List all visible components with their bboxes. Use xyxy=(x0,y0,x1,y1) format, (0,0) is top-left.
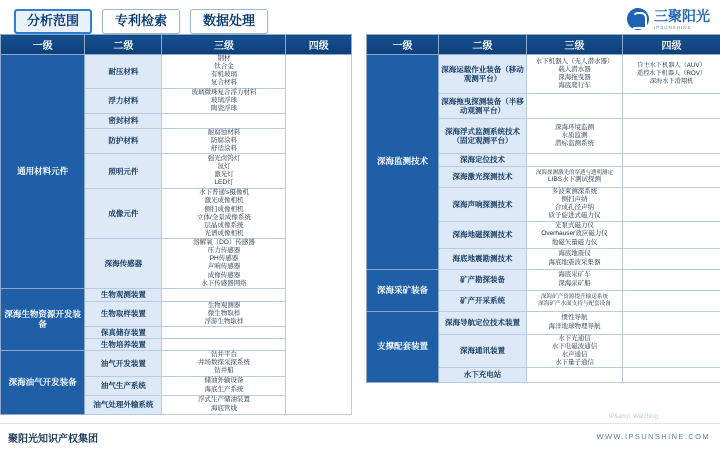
cell-lv2[interactable]: 深海导航定位技术装置 xyxy=(439,311,527,334)
cell-lv4 xyxy=(623,269,720,290)
lv3-item: 载人潜水器 xyxy=(558,65,591,73)
cell-lv3[interactable] xyxy=(162,376,286,395)
cell-lv3 xyxy=(162,288,286,301)
cell-lv3[interactable] xyxy=(162,154,286,189)
lv3-item: 水下电磁波通信 xyxy=(551,342,598,350)
cell-lv2[interactable]: 生物取样装置 xyxy=(85,301,162,326)
top-tab-bar xyxy=(14,9,268,34)
lv3-item: 玻璃微珠复合浮力材料 xyxy=(191,88,257,96)
lv3-item: 成像传感器 xyxy=(207,271,241,279)
cell-lv4-empty xyxy=(286,55,352,415)
cell-lv3 xyxy=(162,327,286,339)
cell-lv3[interactable] xyxy=(527,221,623,248)
cell-lv2[interactable]: 浮力材料 xyxy=(85,88,162,113)
cell-lv3 xyxy=(162,113,286,128)
cell-lv3[interactable] xyxy=(527,119,623,154)
cell-lv2[interactable]: 深海运载作业装备（移动观测平台） xyxy=(439,55,527,94)
cell-lv3 xyxy=(527,154,623,167)
lv3-item: LED灯 xyxy=(214,179,234,187)
right-taxonomy-table xyxy=(366,34,720,383)
cell-lv3[interactable] xyxy=(162,301,286,326)
cell-lv3[interactable] xyxy=(527,334,623,368)
footer-website: WWW.IPSUNSHINE.COM xyxy=(596,432,710,441)
cell-lv2[interactable]: 深海地磁探测技术 xyxy=(439,221,527,248)
lv4-item: 自主水下机器人（AUV） xyxy=(637,62,706,70)
lv3-item: 水下光通信 xyxy=(558,334,591,342)
lv3-item: 生物观测器 xyxy=(207,301,241,309)
cell-lv4 xyxy=(623,334,720,368)
cell-lv1[interactable]: 深海监测技术 xyxy=(367,55,439,270)
lv3-item: 舒适涂料 xyxy=(210,145,237,153)
cell-lv1[interactable]: 深海油气开发装备 xyxy=(1,351,85,414)
column-header-lv3: 三级 xyxy=(162,35,286,55)
lv4-item: 遥控水下机器人（ROV） xyxy=(636,70,707,78)
lv3-item: 深海拖曳器 xyxy=(558,74,591,81)
lv3-item: 复合材料 xyxy=(210,79,237,87)
lv3-item: 玻璃浮球 xyxy=(210,96,237,104)
cell-lv4 xyxy=(623,290,720,311)
cell-lv3[interactable] xyxy=(162,239,286,289)
cell-lv3[interactable] xyxy=(162,351,286,376)
column-header-lv2: 二级 xyxy=(439,35,527,55)
lv3-item: 有机玻璃 xyxy=(210,71,237,79)
lv3-item: 侧扫声纳 xyxy=(561,196,588,204)
lv3-item: 微生物取样 xyxy=(207,309,241,317)
lv3-item: 钻井平台 xyxy=(210,351,237,359)
lv3-item: 深海探测激光的穿透与透明测定 xyxy=(535,169,613,176)
lv3-item: 合成孔径声纳 xyxy=(555,204,594,212)
lv3-item: 陶瓷浮球 xyxy=(210,104,237,112)
cell-lv3[interactable] xyxy=(527,269,623,290)
cell-lv3[interactable] xyxy=(162,88,286,113)
cell-lv1[interactable]: 支撑配套装置 xyxy=(367,311,439,383)
lv3-item: 防腐涂料 xyxy=(210,137,237,144)
cell-lv2[interactable]: 油气处理外输系统 xyxy=(85,395,162,414)
company-logo xyxy=(627,8,710,30)
lv4-item: 深海水下滑翔机 xyxy=(649,77,694,85)
column-header-lv4: 四级 xyxy=(623,35,720,55)
lv3-item: 氙灯 xyxy=(217,163,231,171)
column-header-lv1: 一级 xyxy=(1,35,85,55)
lv3-item: 水声通信 xyxy=(561,350,588,358)
lv3-item: 水下传感器网络 xyxy=(201,279,247,287)
lv3-item: LIBS水下测试探测 xyxy=(547,176,602,184)
cell-lv3[interactable] xyxy=(527,290,623,311)
logo-pinyin: IPSUNSHINE xyxy=(654,24,692,30)
lv3-item: 钻井船 xyxy=(214,367,234,375)
cell-lv3[interactable] xyxy=(162,189,286,239)
lv3-item: 海底地震波采集器 xyxy=(548,258,601,266)
cell-lv2[interactable]: 成像元件 xyxy=(85,189,162,239)
cell-lv2[interactable]: 密封材料 xyxy=(85,113,162,128)
cell-lv4 xyxy=(623,167,720,188)
logo-mark-icon xyxy=(627,8,649,30)
lv3-item: 井场数探采探系统 xyxy=(197,359,250,367)
cell-lv3[interactable] xyxy=(162,395,286,414)
cell-lv2[interactable]: 深海定位技术 xyxy=(439,154,527,167)
tab-data-processing[interactable]: 数据处理 xyxy=(190,9,268,34)
page-footer xyxy=(0,423,720,450)
lv3-item: 多波束测深系统 xyxy=(551,188,598,195)
cell-lv2[interactable]: 深海通讯装置 xyxy=(439,334,527,368)
lv3-item: 光泵式磁力仪 xyxy=(555,222,594,230)
cell-lv3 xyxy=(527,94,623,119)
cell-lv4 xyxy=(623,188,720,222)
cell-lv4 xyxy=(623,119,720,154)
cell-lv3[interactable] xyxy=(527,55,623,94)
cell-lv2[interactable]: 矿产开采系统 xyxy=(439,290,527,311)
table-row xyxy=(367,269,720,290)
lv3-item: 激光成像相机 xyxy=(204,197,244,205)
cell-lv2[interactable]: 耐压材料 xyxy=(85,55,162,89)
cell-lv3 xyxy=(527,368,623,383)
lv3-item: 溶解氧（DO）传感器 xyxy=(193,239,255,246)
lv3-item: 质子旋进式磁力仪 xyxy=(548,212,601,220)
lv3-item: 光谱成像相机 xyxy=(204,229,244,237)
column-header-lv4: 四级 xyxy=(286,35,352,55)
cell-lv4 xyxy=(623,311,720,334)
column-header-lv2: 二级 xyxy=(85,35,162,55)
lv3-item: Overhauser效应磁力仪 xyxy=(541,230,608,238)
cell-lv2[interactable]: 生物观测装置 xyxy=(85,288,162,301)
cell-lv3 xyxy=(162,339,286,351)
cell-lv2[interactable]: 油气开发装置 xyxy=(85,351,162,376)
tab-patent-search[interactable]: 专利检索 xyxy=(102,9,180,34)
lv3-item: 立体/全景成像系统 xyxy=(197,213,251,221)
column-header-lv1: 一级 xyxy=(367,35,439,55)
cell-lv3[interactable] xyxy=(527,167,623,188)
lv3-item: 侧扫成像相机 xyxy=(204,205,244,213)
cell-lv3[interactable] xyxy=(162,55,286,89)
lv3-item: 水下机器人（无人潜水器） xyxy=(535,57,614,65)
lv3-item: PH传感器 xyxy=(209,255,239,263)
left-taxonomy-table xyxy=(0,34,352,415)
cell-lv2[interactable]: 油气生产系统 xyxy=(85,376,162,395)
cell-lv2[interactable]: 照明元件 xyxy=(85,154,162,189)
cell-lv1[interactable]: 深海采矿装备 xyxy=(367,269,439,311)
lv3-item: 海洋地球物理导航 xyxy=(548,322,601,330)
cell-lv2[interactable]: 深海拖曳探测装备（半移动观测平台） xyxy=(439,94,527,119)
cell-lv3[interactable] xyxy=(527,311,623,334)
cell-lv1[interactable]: 深海生物资源开发装备 xyxy=(1,288,85,350)
watermark-text: IP&amp; Watching xyxy=(608,414,658,420)
lv3-item: 激光灯 xyxy=(214,171,234,179)
lv3-item: 深海矿产资源提升输送系统 xyxy=(540,293,609,300)
cell-lv2[interactable]: 深海传感器 xyxy=(85,239,162,289)
lv3-item: 水下量子通信 xyxy=(555,358,594,366)
lv3-item: 深海采矿船 xyxy=(558,279,591,287)
cell-lv2[interactable]: 水下充电站 xyxy=(439,368,527,383)
lv3-item: 强光卤钨灯 xyxy=(207,155,241,162)
cell-lv4 xyxy=(623,154,720,167)
cell-lv4 xyxy=(623,368,720,383)
cell-lv3[interactable] xyxy=(527,248,623,269)
cell-lv2[interactable]: 矿产勘探装备 xyxy=(439,269,527,290)
lv3-item: 浮游生物取样 xyxy=(204,318,244,325)
lv3-item: 储油外输设备 xyxy=(204,377,244,385)
lv3-item: 海底管线 xyxy=(210,404,237,412)
lv3-item: 耐腐蚀材料 xyxy=(207,128,241,136)
lv3-item: 海底生产系统 xyxy=(204,385,244,393)
table-row xyxy=(367,311,720,334)
lv3-item: 声响传感器 xyxy=(207,263,241,271)
cell-lv2[interactable]: 深海浮式监测系统技术（固定观测平台） xyxy=(439,119,527,154)
lv3-item: 海底采矿车 xyxy=(558,271,591,279)
cell-lv2[interactable]: 海底地震勘测技术 xyxy=(439,248,527,269)
cell-lv2[interactable]: 保真储存装置 xyxy=(85,327,162,339)
cell-lv2[interactable]: 防护材料 xyxy=(85,128,162,153)
lv3-item: 水下普通's摄像机 xyxy=(198,189,249,197)
lv3-item: 海底爬行车 xyxy=(558,82,591,90)
lv3-item: 海底地震仪 xyxy=(558,250,591,258)
lv3-item: 层晶成像系统 xyxy=(204,221,244,229)
table-row xyxy=(367,55,720,94)
lv3-item: 地磁矢量磁力仪 xyxy=(551,238,598,246)
column-header-lv3: 三级 xyxy=(527,35,623,55)
cell-lv2[interactable]: 生物培养装置 xyxy=(85,339,162,351)
footer-company-name: 聚阳光知识产权集团 xyxy=(8,434,98,445)
lv3-item: 惯性导航 xyxy=(561,314,588,322)
cell-lv4 xyxy=(623,94,720,119)
lv3-item: 深海矿产水面支持与配套设备 xyxy=(538,300,611,307)
lv3-item: 钢材 xyxy=(217,55,231,62)
cell-lv1[interactable]: 通用材料元件 xyxy=(1,55,85,289)
cell-lv4[interactable] xyxy=(623,55,720,94)
cell-lv2[interactable]: 深海激光探测技术 xyxy=(439,167,527,188)
lv3-item: 水质监测 xyxy=(561,131,588,139)
table-row xyxy=(1,55,352,89)
cell-lv2[interactable]: 深海声响探测技术 xyxy=(439,188,527,222)
lv3-item: 浮式生产储油装置 xyxy=(197,396,250,404)
lv3-item: 压力传感器 xyxy=(207,247,241,255)
logo-name: 三聚阳光 xyxy=(654,7,710,24)
lv3-item: 潜标监测系统 xyxy=(555,140,594,148)
cell-lv3[interactable] xyxy=(527,188,623,222)
cell-lv4 xyxy=(623,221,720,248)
cell-lv3[interactable] xyxy=(162,128,286,153)
cell-lv4 xyxy=(623,248,720,269)
tab-analysis-scope[interactable]: 分析范围 xyxy=(14,9,92,34)
lv3-item: 深海环境监测 xyxy=(555,123,594,131)
lv3-item: 钛合金 xyxy=(214,63,234,71)
